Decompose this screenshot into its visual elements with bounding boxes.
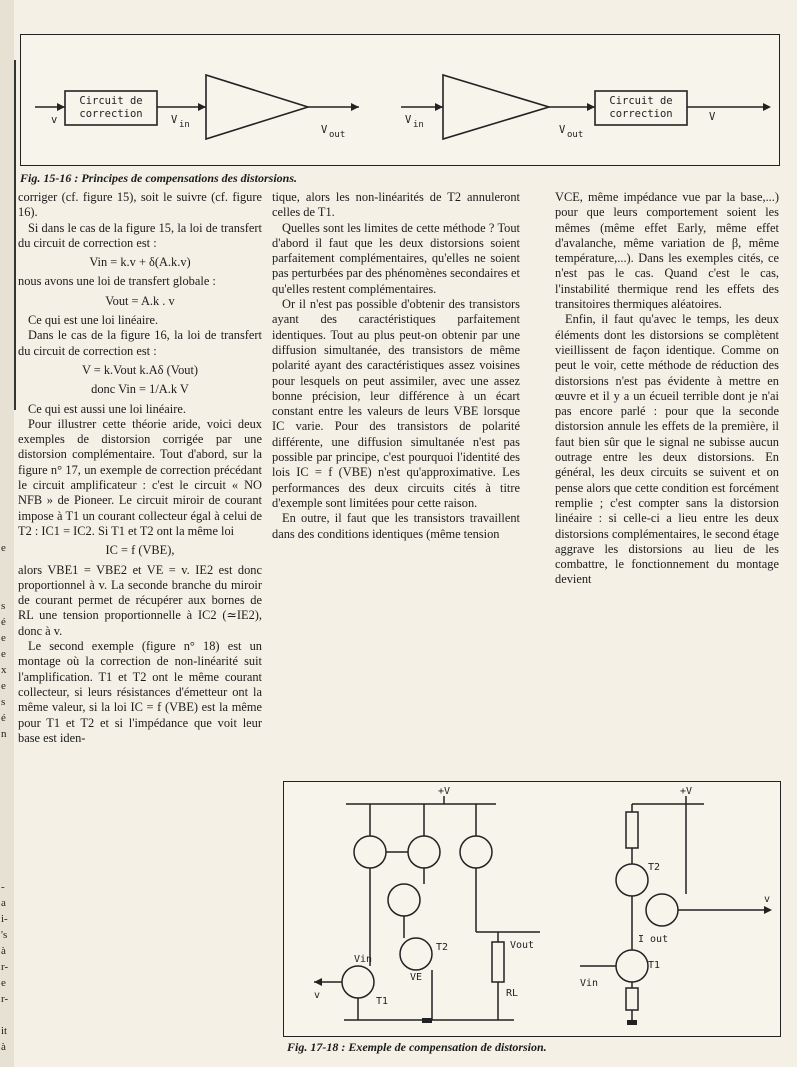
arrow-icon: [763, 103, 771, 111]
arrow-icon: [435, 103, 443, 111]
edge-letter: e: [1, 542, 6, 554]
edge-letter: e: [1, 632, 6, 644]
transistor-symbol: [400, 938, 432, 970]
text-column-1: [18, 190, 262, 746]
paragraph: En outre, il faut que les transistors travaillent dans des conditions identiques (même tension: [272, 511, 520, 541]
box-label: Circuit de: [609, 95, 673, 107]
amplifier-triangle-left: [206, 75, 308, 139]
signal-label: v: [314, 990, 321, 1001]
arrow-icon: [314, 978, 322, 986]
edge-letter: 's: [1, 929, 8, 941]
paragraph: Quelles sont les limites de cette méthode ? Tout d'abord il faut que les deux distorsions soient parfaitement complémentaires, qu'elles ne soient pas perturbées par des phénomènes secondaires et qu'elles restent complémentaires.: [272, 220, 520, 296]
signal-label: V: [321, 124, 328, 136]
paragraph: corriger (cf. figure 15), soit le suivre (cf. figure 16).: [18, 190, 262, 220]
ground-icon: [422, 1018, 432, 1023]
arrow-icon: [587, 103, 595, 111]
edge-letter: e: [1, 977, 6, 989]
transistor-label: T1: [376, 996, 389, 1007]
paragraph: Or il n'est pas possible d'obtenir des transistors ayant des caractéristiques parfaitement identiques. Tout au plus peut-on obtenir par une diffusion simultanée, des transistors de même polarité ayant des caractéristiques assez voisines pour lesquels on peut assimiler, avec une assez bonne précision, leur différence à un écart constant entre les valeurs de leurs VBE lorsque IC varie. Pour des transistors de polarité différente, une diffusion simultanée n'est pas possible par principe, c'est pourquoi l'identité des lois IC = f (VBE) n'est qu'approximative. Les performances des deux circuits cités à titre d'exemple sont limitées pour cette raison.: [272, 297, 520, 510]
figure-17-18: [283, 781, 781, 1037]
paragraph: VCE, même impédance vue par la base,...) pour que leurs comportement soient les mêmes (même effet Early, même effet d'avalanche, même variation de β, même température,...). Dans les exemples cités, ce n'est pas le cas. Quand c'est le cas, l'instabilité thermique rend les effets des transitoires thermiques aléatoires.: [555, 190, 779, 312]
equation: V = k.Vout k.Aδ (Vout): [81, 362, 199, 377]
edge-letter: x: [1, 664, 7, 676]
equation: Vin = k.v + δ(A.k.v): [89, 255, 191, 270]
signal-label-sub: out: [567, 130, 584, 140]
arrow-icon: [764, 906, 772, 914]
signal-label: I out: [638, 934, 669, 945]
box-label: Circuit de: [79, 95, 143, 107]
edge-letter: a: [1, 897, 6, 909]
supply-label: +V: [437, 786, 451, 797]
signal-label-sub: out: [329, 130, 346, 140]
arrow-icon: [198, 103, 206, 111]
adjacent-page-edge: [0, 0, 14, 1067]
figure-15-16: [20, 34, 780, 166]
paragraph: Enfin, il faut qu'avec le temps, les deux éléments dont les distorsions se complètent vieillissent de façon identique. Comme on peut le voir, cette méthode de réduction des distorsions n'est pas évidente à mettre en œuvre et il y a un écueil terrible dont je n'ai pas encore parlé : pour que la seconde distorsion annule les effets de la première, il faut bien sûr que le signal ne subisse aucun outrage entre les deux distorsions. En général, les deux circuits se suivent et on pense alors que cette condition est forcément remplie ; c'est compter sans la distorsion linéaire : si celle-ci a lieu entre les deux distorsions complémentaires, le second étage aggrave les distorsions au lieu de les combattre, le fonctionnement du montage devient: [555, 312, 779, 587]
arrow-icon: [57, 103, 65, 111]
signal-label: V: [709, 111, 716, 123]
paragraph: Si dans le cas de la figure 15, la loi de transfert du circuit de correction est :: [18, 220, 262, 250]
edge-letter: s: [1, 600, 6, 612]
transistor-symbol: [388, 884, 420, 916]
edge-letter: é: [1, 616, 6, 628]
edge-letter: r-: [1, 993, 9, 1005]
box-label: correction: [79, 108, 143, 120]
signal-label: Vin: [580, 978, 599, 989]
edge-letter: n: [1, 728, 7, 740]
signal-label: V: [171, 114, 178, 126]
text-column-2: [272, 190, 520, 542]
resistor: [626, 812, 638, 848]
resistor-rl: [492, 942, 504, 982]
signal-label: Vout: [510, 940, 535, 951]
resistor-label: RL: [506, 988, 519, 999]
edge-letter: -: [1, 881, 5, 893]
text-column-3: [555, 190, 779, 588]
column-rule: [14, 60, 16, 410]
box-label: correction: [609, 108, 673, 120]
paragraph: nous avons une loi de transfert globale :: [18, 274, 216, 289]
transistor-label: T1: [648, 960, 661, 971]
paragraph: Dans le cas de la figure 16, la loi de transfert du circuit de correction est :: [18, 328, 262, 358]
paragraph: Ce qui est une loi linéaire.: [28, 313, 159, 328]
edge-letter: à: [1, 1041, 6, 1053]
transistor-label: T2: [648, 862, 661, 873]
paragraph: alors VBE1 = VBE2 et VE = v. IE2 est donc proportionnel à v. La seconde branche du miroir de courant permet de récupérer aux bornes de RL une tension proportionnelle à IC2 (≃IE2), donc à v.: [18, 562, 262, 638]
signal-label: VE: [410, 972, 423, 983]
paragraph: Ce qui est aussi une loi linéaire.: [28, 401, 186, 416]
supply-label: +V: [679, 786, 693, 797]
edge-letter: i-: [1, 913, 8, 925]
transistor-label: T2: [436, 942, 449, 953]
edge-letter: e: [1, 648, 6, 660]
paragraph: Le second exemple (figure n° 18) est un montage où la correction de non-linéarité suit l'amplification. T1 et T2 ont le même courant collecteur, si leurs résistances d'émetteur ont la même valeur, si la loi IC = f (VBE) est la même pour T1 et T2 et si l'impédance que voit leur base est iden-: [18, 639, 262, 745]
signal-label: v: [51, 114, 58, 126]
signal-label-sub: in: [179, 120, 190, 130]
paragraph: Pour illustrer cette théorie aride, voici deux exemples de distorsion corrigée par une distorsion complémentaire. Tout d'abord, sur la figure n° 17, un exemple de correction précédant le circuit amplificateur : c'est le circuit « NO NFB » de Pioneer. Le circuit miroir de courant impose à T1 un courant collecteur égal à celui de T2 : IC1 = IC2. Si T1 et T2 ont la même loi: [18, 416, 262, 538]
transistor-symbol: [646, 894, 678, 926]
transistor-symbol: [460, 836, 492, 868]
resistor: [626, 988, 638, 1010]
block-diagram: [21, 35, 779, 165]
amplifier-triangle-right: [443, 75, 549, 139]
signal-label-sub: in: [413, 120, 424, 130]
transistor-symbol: [342, 966, 374, 998]
equation: IC = f (VBE),: [105, 543, 175, 558]
edge-letter: à: [1, 945, 6, 957]
arrow-icon: [351, 103, 359, 111]
edge-letter: it: [1, 1025, 8, 1037]
figure-caption-bottom: Fig. 17-18 : Exemple de compensation de distorsion.: [287, 1040, 547, 1054]
edge-letter: r-: [1, 961, 9, 973]
transistor-symbol: [408, 836, 440, 868]
signal-label: Vin: [354, 954, 373, 965]
figure-caption-top: Fig. 15-16 : Principes de compensations des distorsions.: [20, 171, 298, 185]
equation: donc Vin = 1/A.k V: [91, 382, 189, 397]
transistor-symbol: [354, 836, 386, 868]
edge-letter: é: [1, 712, 6, 724]
edge-letter: s: [1, 696, 6, 708]
signal-label: V: [405, 114, 412, 126]
edge-letter: e: [1, 680, 6, 692]
equation: Vout = A.k . v: [105, 293, 175, 308]
schematic-diagram: [284, 782, 780, 1036]
paragraph: tique, alors les non-linéarités de T2 annuleront celles de T1.: [272, 190, 520, 220]
transistor-symbol: [616, 950, 648, 982]
ground-icon: [627, 1020, 637, 1025]
transistor-symbol: [616, 864, 648, 896]
signal-label: V: [559, 124, 566, 136]
signal-label: v: [764, 894, 771, 905]
